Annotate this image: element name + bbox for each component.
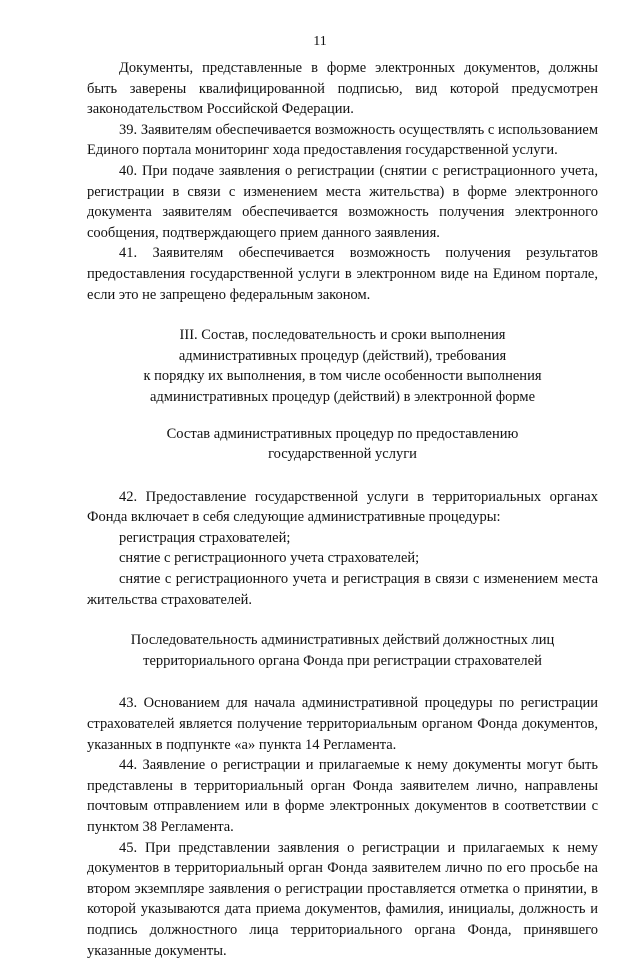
subheading-sequence xyxy=(87,630,598,671)
subheading-composition xyxy=(87,424,598,465)
section-heading-line: к порядку их выполнения, в том числе особенности выполнения xyxy=(143,368,542,385)
subheading-line: государственной услуги xyxy=(268,446,417,463)
paragraph-44: 44. Заявление о регистрации и прилагаемые к нему документы могут быть представлены в территориальный орган Фонда заявителем лично, направлены почтовым отправлением или в форме электронных документов в соответствии с пунктом 38 Регламента. xyxy=(87,757,598,835)
subheading-line: Последовательность административных действий должностных лиц xyxy=(130,632,555,649)
subheading-line: территориального органа Фонда при регистрации страхователей xyxy=(143,652,542,669)
paragraph-43: 43. Основанием для начала административной процедуры по регистрации страхователей является получение территориальным органом Фонда документов, указанных в подпункте «а» пункта 14 Регламента. xyxy=(87,695,598,753)
procedure-item: снятие с регистрационного учета страхователей; xyxy=(119,550,420,567)
paragraph-39: 39. Заявителям обеспечивается возможность осуществлять с использованием Единого портала мониторинг хода предоставления государственной услуги. xyxy=(87,121,598,159)
paragraph-41: 41. Заявителям обеспечивается возможность получения результатов предоставления государственной услуги в электронном виде на Едином портале, если это не запрещено федеральным законом. xyxy=(87,245,598,303)
subheading-line: Состав административных процедур по предоставлению xyxy=(166,425,519,442)
procedure-item: снятие с регистрационного учета и регистрация в связи с изменением места жительства страхователей. xyxy=(87,571,598,608)
section-heading-line: административных процедур (действий), требования xyxy=(178,347,507,364)
section-heading-line: административных процедур (действий) в электронной форме xyxy=(149,388,536,405)
paragraph-42: 42. Предоставление государственной услуги в территориальных органах Фонда включает в себя следующие административные процедуры: xyxy=(87,488,598,526)
section-heading xyxy=(87,325,598,407)
paragraph-40: 40. При подаче заявления о регистрации (снятии с регистрационного учета, регистрации в связи с изменением места жительства) в форме электронного документа заявителям обеспечивается возможность получения электронного сообщения, подтверждающего прием данного заявления. xyxy=(87,162,598,241)
section-heading-line: III. Состав, последовательность и сроки выполнения xyxy=(179,327,506,344)
procedure-item: регистрация страхователей; xyxy=(119,529,291,546)
page-number: 11 xyxy=(313,34,327,49)
document-body xyxy=(87,58,598,961)
paragraph-45: 45. При представлении заявления о регистрации и прилагаемых к нему документов в территориальный орган Фонда заявителем лично по его просьбе на втором экземпляре заявления о регистрации проставляется отметка о принятии, в которой указываются дата приема документов, фамилия, инициалы, должность и подпись должностного лица территориального органа Фонда, принявшего указанные документы. xyxy=(87,839,598,959)
intro-paragraph: Документы, представленные в форме электронных документов, должны быть заверены квалифицированной подписью, вид которой предусмотрен законодательством Российской Федерации. xyxy=(87,60,598,118)
